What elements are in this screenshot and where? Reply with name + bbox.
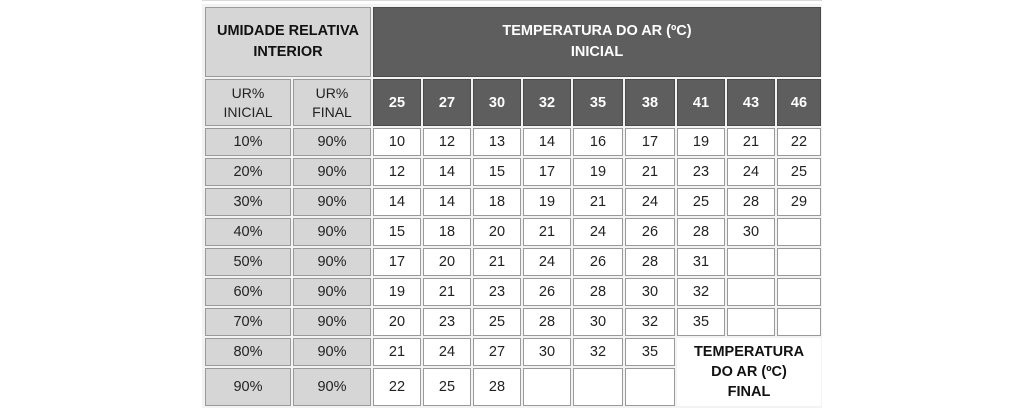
relative-humidity-header-line1: UMIDADE RELATIVA <box>216 23 360 39</box>
table-row <box>205 218 821 246</box>
time-value-cell: 24 <box>573 218 623 246</box>
empty-cell <box>727 308 775 336</box>
subheader-row <box>205 79 821 126</box>
time-value-cell: 13 <box>473 128 521 156</box>
time-value-cell: 14 <box>423 158 471 186</box>
temperature-column-header: 25 <box>373 79 421 126</box>
time-value-cell: 28 <box>727 188 775 216</box>
time-value-cell: 10 <box>373 128 421 156</box>
ur-initial-cell: 20% <box>205 158 291 186</box>
table-row <box>205 248 821 276</box>
time-value-cell: 12 <box>423 128 471 156</box>
time-value-cell: 32 <box>625 308 675 336</box>
time-value-cell: 15 <box>473 158 521 186</box>
relative-humidity-header <box>205 7 371 77</box>
initial-air-temperature-header-line1: TEMPERATURA DO AR (ºC) <box>502 23 692 39</box>
ur-initial-cell: 60% <box>205 278 291 306</box>
ur-initial-cell: 30% <box>205 188 291 216</box>
ur-final-cell: 90% <box>293 338 371 366</box>
time-value-cell: 26 <box>625 218 675 246</box>
empty-cell <box>573 368 623 406</box>
time-value-cell: 18 <box>473 188 521 216</box>
empty-cell <box>727 248 775 276</box>
ur-initial-cell: 70% <box>205 308 291 336</box>
temperature-column-header: 35 <box>573 79 623 126</box>
temperature-column-header: 46 <box>777 79 821 126</box>
time-value-cell: 21 <box>473 248 521 276</box>
ur-final-cell: 90% <box>293 278 371 306</box>
ur-initial-cell: 50% <box>205 248 291 276</box>
time-value-cell: 30 <box>625 278 675 306</box>
ur-initial-header <box>205 79 291 126</box>
final-air-temperature-label-line1: TEMPERATURA <box>693 344 805 360</box>
temperature-column-header: 38 <box>625 79 675 126</box>
time-value-cell: 28 <box>473 368 521 406</box>
time-value-cell: 23 <box>423 308 471 336</box>
final-air-temperature-label-line3: FINAL <box>727 384 771 400</box>
time-value-cell: 24 <box>523 248 571 276</box>
time-value-cell: 19 <box>573 158 623 186</box>
time-value-cell: 28 <box>677 218 725 246</box>
time-value-cell: 21 <box>373 338 421 366</box>
time-value-cell: 32 <box>677 278 725 306</box>
ur-final-cell: 90% <box>293 158 371 186</box>
table-row <box>205 278 821 306</box>
time-value-cell: 17 <box>373 248 421 276</box>
table-row <box>205 188 821 216</box>
time-value-cell: 30 <box>523 338 571 366</box>
time-value-cell: 19 <box>523 188 571 216</box>
time-value-cell: 20 <box>473 218 521 246</box>
time-value-cell: 20 <box>373 308 421 336</box>
time-value-cell: 32 <box>573 338 623 366</box>
time-value-cell: 21 <box>625 158 675 186</box>
ur-final-cell: 90% <box>293 188 371 216</box>
time-value-cell: 25 <box>677 188 725 216</box>
time-value-cell: 19 <box>373 278 421 306</box>
empty-cell <box>777 248 821 276</box>
time-value-cell: 17 <box>625 128 675 156</box>
relative-humidity-header-line2: INTERIOR <box>253 44 323 60</box>
time-value-cell: 30 <box>573 308 623 336</box>
table-row <box>205 158 821 186</box>
time-value-cell: 25 <box>473 308 521 336</box>
time-value-cell: 26 <box>523 278 571 306</box>
empty-cell <box>777 278 821 306</box>
ur-final-cell: 90% <box>293 308 371 336</box>
final-air-temperature-label-line2: DO AR (ºC) <box>711 364 787 380</box>
ur-initial-header-line2: INICIAL <box>223 103 273 120</box>
time-value-cell: 24 <box>625 188 675 216</box>
time-value-cell: 17 <box>523 158 571 186</box>
time-value-cell: 28 <box>573 278 623 306</box>
temperature-column-header: 41 <box>677 79 725 126</box>
time-value-cell: 29 <box>777 188 821 216</box>
time-value-cell: 28 <box>625 248 675 276</box>
table-row <box>205 128 821 156</box>
time-value-cell: 24 <box>423 338 471 366</box>
empty-cell <box>777 218 821 246</box>
time-value-cell: 21 <box>423 278 471 306</box>
ur-final-cell: 90% <box>293 218 371 246</box>
time-value-cell: 12 <box>373 158 421 186</box>
table-row <box>205 338 821 366</box>
ur-initial-cell: 90% <box>205 368 291 406</box>
time-value-cell: 21 <box>523 218 571 246</box>
empty-cell <box>777 308 821 336</box>
time-value-cell: 35 <box>677 308 725 336</box>
empty-cell <box>625 368 675 406</box>
ur-final-header <box>293 79 371 126</box>
ur-initial-cell: 40% <box>205 218 291 246</box>
time-value-cell: 22 <box>777 128 821 156</box>
time-value-cell: 28 <box>523 308 571 336</box>
initial-air-temperature-header <box>373 7 821 77</box>
ur-final-header-line1: UR% <box>315 84 349 101</box>
time-value-cell: 25 <box>777 158 821 186</box>
time-value-cell: 16 <box>573 128 623 156</box>
ur-initial-header-line1: UR% <box>231 84 265 101</box>
initial-air-temperature-header-line2: INICIAL <box>570 44 624 60</box>
time-value-cell: 24 <box>727 158 775 186</box>
ur-final-cell: 90% <box>293 248 371 276</box>
humidity-temperature-table <box>203 5 823 408</box>
time-value-cell: 21 <box>727 128 775 156</box>
empty-cell <box>727 278 775 306</box>
ur-initial-cell: 10% <box>205 128 291 156</box>
temperature-column-header: 30 <box>473 79 521 126</box>
time-value-cell: 19 <box>677 128 725 156</box>
time-value-cell: 14 <box>423 188 471 216</box>
time-value-cell: 14 <box>373 188 421 216</box>
time-value-cell: 30 <box>727 218 775 246</box>
time-value-cell: 14 <box>523 128 571 156</box>
ur-initial-cell: 80% <box>205 338 291 366</box>
header-row <box>205 7 821 77</box>
time-value-cell: 20 <box>423 248 471 276</box>
time-value-cell: 15 <box>373 218 421 246</box>
time-value-cell: 23 <box>473 278 521 306</box>
ur-final-cell: 90% <box>293 128 371 156</box>
ur-final-header-line2: FINAL <box>312 103 352 120</box>
temperature-column-header: 32 <box>523 79 571 126</box>
temperature-column-header: 27 <box>423 79 471 126</box>
time-value-cell: 18 <box>423 218 471 246</box>
time-value-cell: 27 <box>473 338 521 366</box>
time-value-cell: 35 <box>625 338 675 366</box>
time-value-cell: 26 <box>573 248 623 276</box>
time-value-cell: 23 <box>677 158 725 186</box>
time-value-cell: 21 <box>573 188 623 216</box>
table-row <box>205 308 821 336</box>
empty-cell <box>523 368 571 406</box>
temperature-column-header: 43 <box>727 79 775 126</box>
time-value-cell: 31 <box>677 248 725 276</box>
time-value-cell: 22 <box>373 368 421 406</box>
final-air-temperature-label <box>677 338 821 406</box>
ur-final-cell: 90% <box>293 368 371 406</box>
top-rule <box>202 0 822 1</box>
time-value-cell: 25 <box>423 368 471 406</box>
